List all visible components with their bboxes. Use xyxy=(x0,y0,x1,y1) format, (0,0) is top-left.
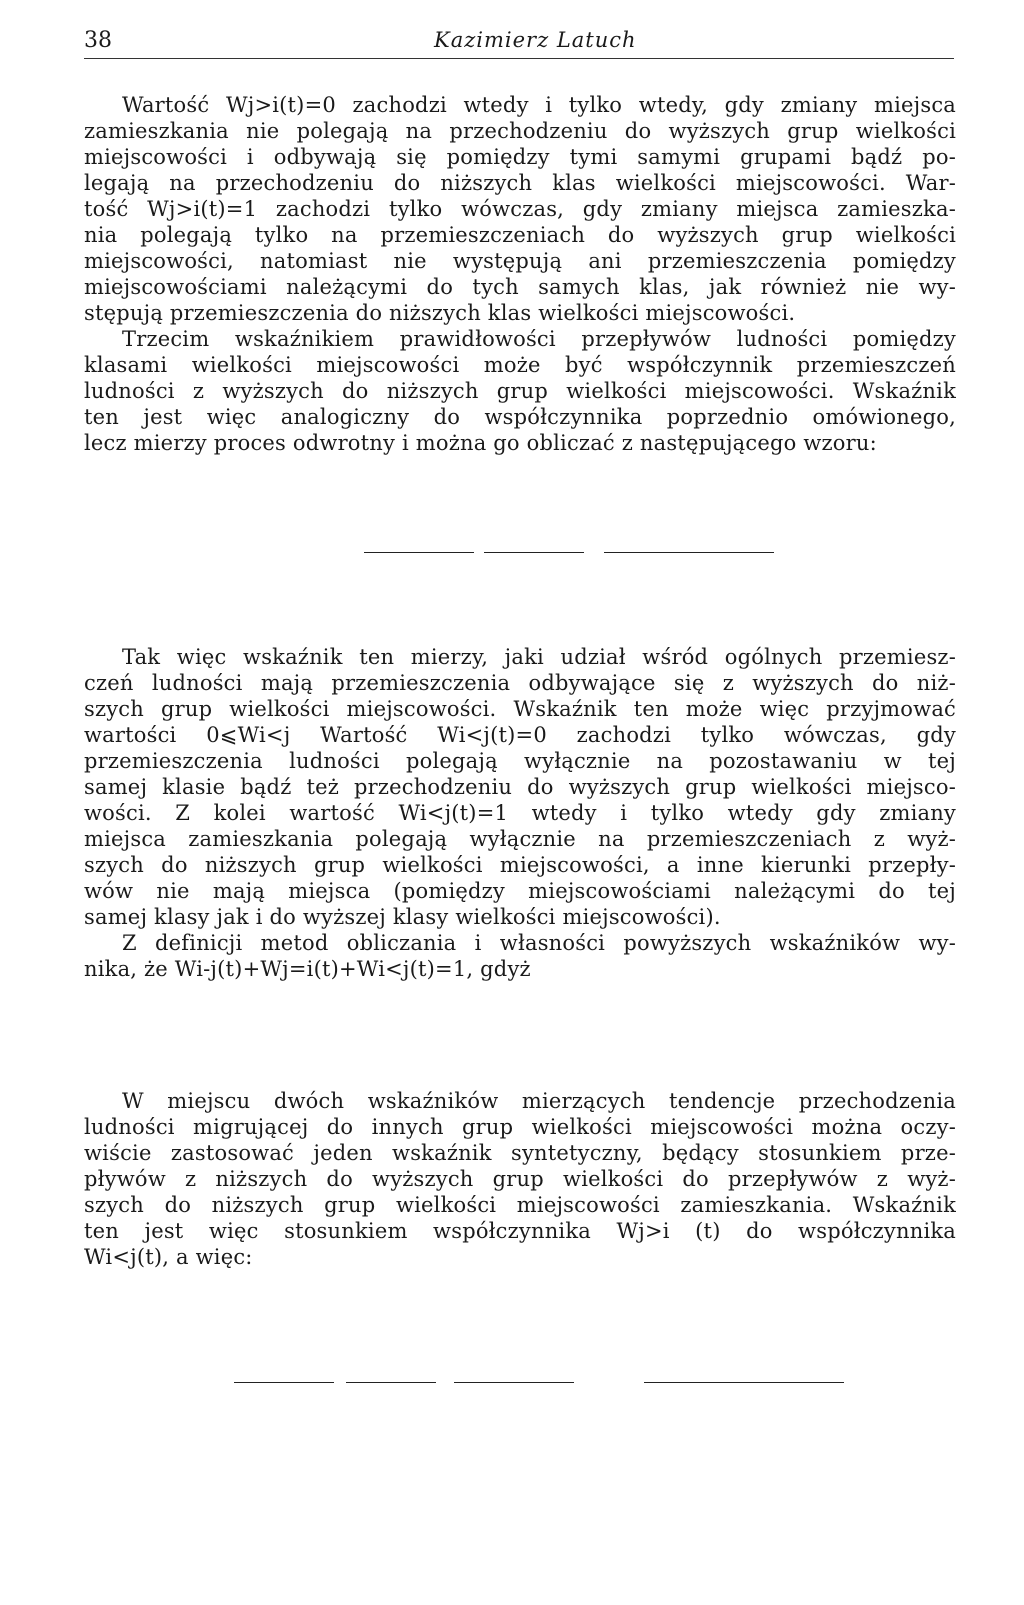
text-line: Wartość Wj>i(t)=0 zachodzi wtedy i tylko wtedy, gdy zmiany miejsca xyxy=(122,93,956,117)
formula-rule xyxy=(484,552,584,553)
formula-rule xyxy=(346,1382,436,1383)
text-line: wartości 0⩽Wi<j Wartość Wi<j(t)=0 zachodzi tylko wówczas, gdy xyxy=(84,723,956,747)
text-line: miejscowości, natomiast nie występują ani przemieszczenia pomiędzy xyxy=(84,249,956,273)
text-line: zamieszkania nie polegają na przechodzeniu do wyższych grup wielkości xyxy=(84,119,956,143)
text-line: szych grup wielkości miejscowości. Wskaźnik ten może więc przyjmować xyxy=(84,697,956,721)
text-line: miejscowościami należącymi do tych samych klas, jak również nie wy- xyxy=(84,275,956,299)
text-line: czeń ludności mają przemieszczenia odbywające się z wyższych do niż- xyxy=(84,671,956,695)
text-line: ten jest więc stosunkiem współczynnika Wj>i (t) do współczynnika xyxy=(84,1219,956,1243)
text-line: ludności z wyższych do niższych grup wielkości miejscowości. Wskaźnik xyxy=(84,379,956,403)
text-line: Wi<j(t), a więc: xyxy=(84,1245,253,1269)
text-line: nia polegają tylko na przemieszczeniach do wyższych grup wielkości xyxy=(84,223,956,247)
text-line: przemieszczenia ludności polegają wyłącznie na pozostawaniu w tej xyxy=(84,749,956,773)
formula-area xyxy=(84,1360,956,1400)
text-line: stępują przemieszczenia do niższych klas wielkości miejscowości. xyxy=(84,301,796,325)
text-line: klasami wielkości miejscowości może być współczynnik przemieszczeń xyxy=(84,353,956,377)
text-line: miejsca zamieszkania polegają wyłącznie na przemieszczeniach z wyż- xyxy=(84,827,956,851)
running-title: Kazimierz Latuch xyxy=(434,28,637,52)
formula-rule xyxy=(454,1382,574,1383)
text-line: ten jest więc analogiczny do współczynnika poprzednio omówionego, xyxy=(84,405,956,429)
text-line: Trzecim wskaźnikiem prawidłowości przepływów ludności pomiędzy xyxy=(122,327,956,351)
header-rule xyxy=(84,58,954,59)
formula-rule xyxy=(234,1382,334,1383)
text-line: Z definicji metod obliczania i własności powyższych wskaźników wy- xyxy=(122,931,956,955)
text-line: wości. Z kolei wartość Wi<j(t)=1 wtedy i tylko wtedy gdy zmiany xyxy=(84,801,956,825)
text-line: samej klasie bądź też przechodzeniu do wyższych grup wielkości miejsco- xyxy=(84,775,956,799)
formula-rule xyxy=(604,552,774,553)
formula-area xyxy=(84,470,956,590)
text-line: miejscowości i odbywają się pomiędzy tymi samymi grupami bądź po- xyxy=(84,145,956,169)
text-line: szych do niższych grup wielkości miejscowości, a inne kierunki przepły- xyxy=(84,853,956,877)
text-line: samej klasy jak i do wyższej klasy wielkości miejscowości). xyxy=(84,905,721,929)
formula-rule xyxy=(364,552,474,553)
page-header xyxy=(84,24,954,58)
text-line: wiście zastosować jeden wskaźnik syntetyczny, będący stosunkiem prze- xyxy=(84,1141,956,1165)
text-line: tość Wj>i(t)=1 zachodzi tylko wówczas, gdy zmiany miejsca zamieszka- xyxy=(84,197,956,221)
formula-rule xyxy=(644,1382,844,1383)
text-line: szych do niższych grup wielkości miejscowości zamieszkania. Wskaźnik xyxy=(84,1193,956,1217)
page-number: 38 xyxy=(84,28,112,53)
text-line: lecz mierzy proces odwrotny i można go obliczać z następującego wzoru: xyxy=(84,431,877,455)
text-line: legają na przechodzeniu do niższych klas wielkości miejscowości. War- xyxy=(84,171,956,195)
text-line: Tak więc wskaźnik ten mierzy, jaki udział wśród ogólnych przemiesz- xyxy=(122,645,956,669)
text-line: wów nie mają miejsca (pomiędzy miejscowościami należącymi do tej xyxy=(84,879,956,903)
text-line: pływów z niższych do wyższych grup wielkości do przepływów z wyż- xyxy=(84,1167,956,1191)
text-line: ludności migrującej do innych grup wielkości miejscowości można oczy- xyxy=(84,1115,956,1139)
text-line: nika, że Wi-j(t)+Wj=i(t)+Wi<j(t)=1, gdyż xyxy=(84,957,531,981)
text-line: W miejscu dwóch wskaźników mierzących tendencje przechodzenia xyxy=(122,1089,956,1113)
